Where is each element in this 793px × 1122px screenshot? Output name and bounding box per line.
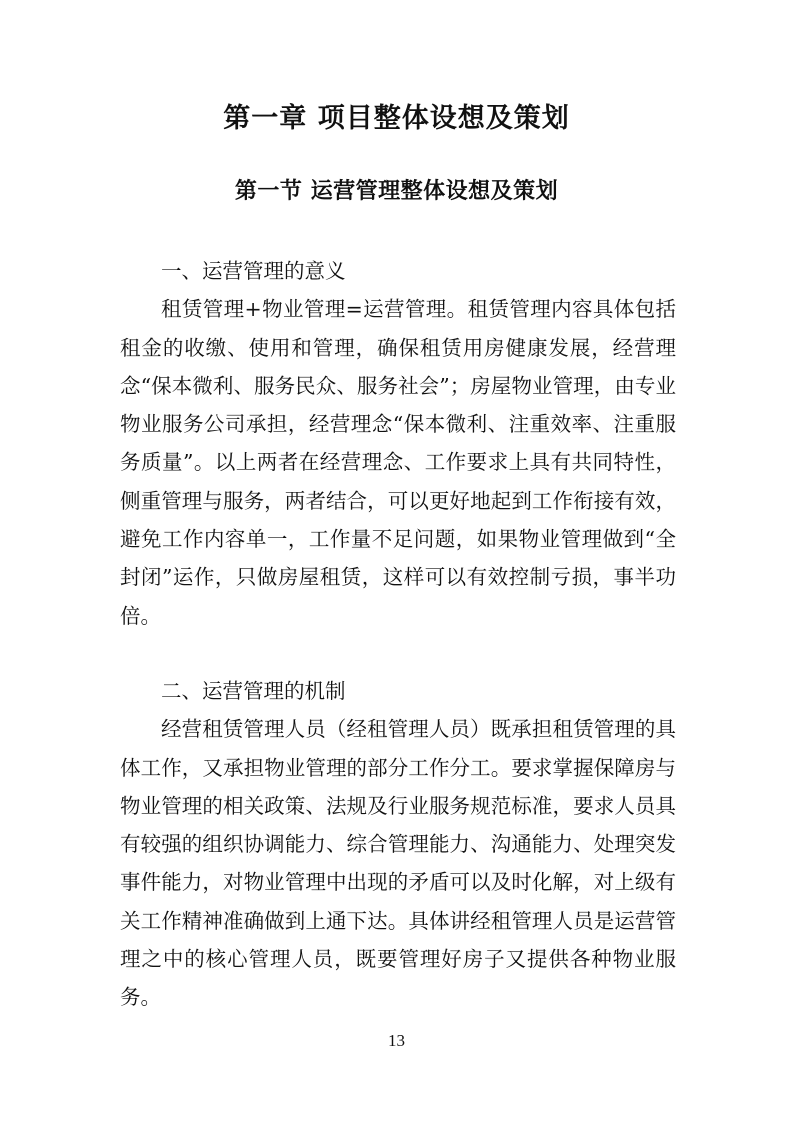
page-number: 13 (388, 1031, 405, 1050)
paragraph-1: 租赁管理+物业管理=运营管理。租赁管理内容具体包括租金的收缴、使用和管理，确保租赁用房健康发展，经营理念“保本微利、服务民众、服务社会”；房屋物业管理，由专业物业服务公司承担，经营理念“保本微利、注重效率、注重服务质量”。以上两者在经营理念、工作要求上具有共同特性，侧重管理与服务，两者结合，可以更好地起到工作衔接有效，避免工作内容单一，工作量不足问题，如果物业管理做到“全封闭”运作，只做房屋租赁，这样可以有效控制亏损，事半功倍。 (120, 297, 676, 628)
subsection-heading-1: 一、运营管理的意义 (161, 259, 346, 283)
paragraph-2: 经营租赁管理人员（经租管理人员）既承担租赁管理的具体工作，又承担物业管理的部分工作分工。要求掌握保障房与物业管理的相关政策、法规及行业服务规范标准，要求人员具有较强的组织协调能力、综合管理能力、沟通能力、处理突发事件能力，对物业管理中出现的矛盾可以及时化解，对上级有关工作精神准确做到上通下达。具体讲经租管理人员是运营管理之中的核心管理人员，既要管理好房子又提供各种物业服务。 (120, 717, 676, 1010)
paragraph-spacer (120, 635, 676, 672)
chapter-title: 第一章 项目整体设想及策划 (223, 103, 570, 134)
body-content (120, 252, 676, 1017)
section-title: 第一节 运营管理整体设想及策划 (234, 179, 559, 204)
subsection-heading-2: 二、运营管理的机制 (161, 678, 346, 703)
